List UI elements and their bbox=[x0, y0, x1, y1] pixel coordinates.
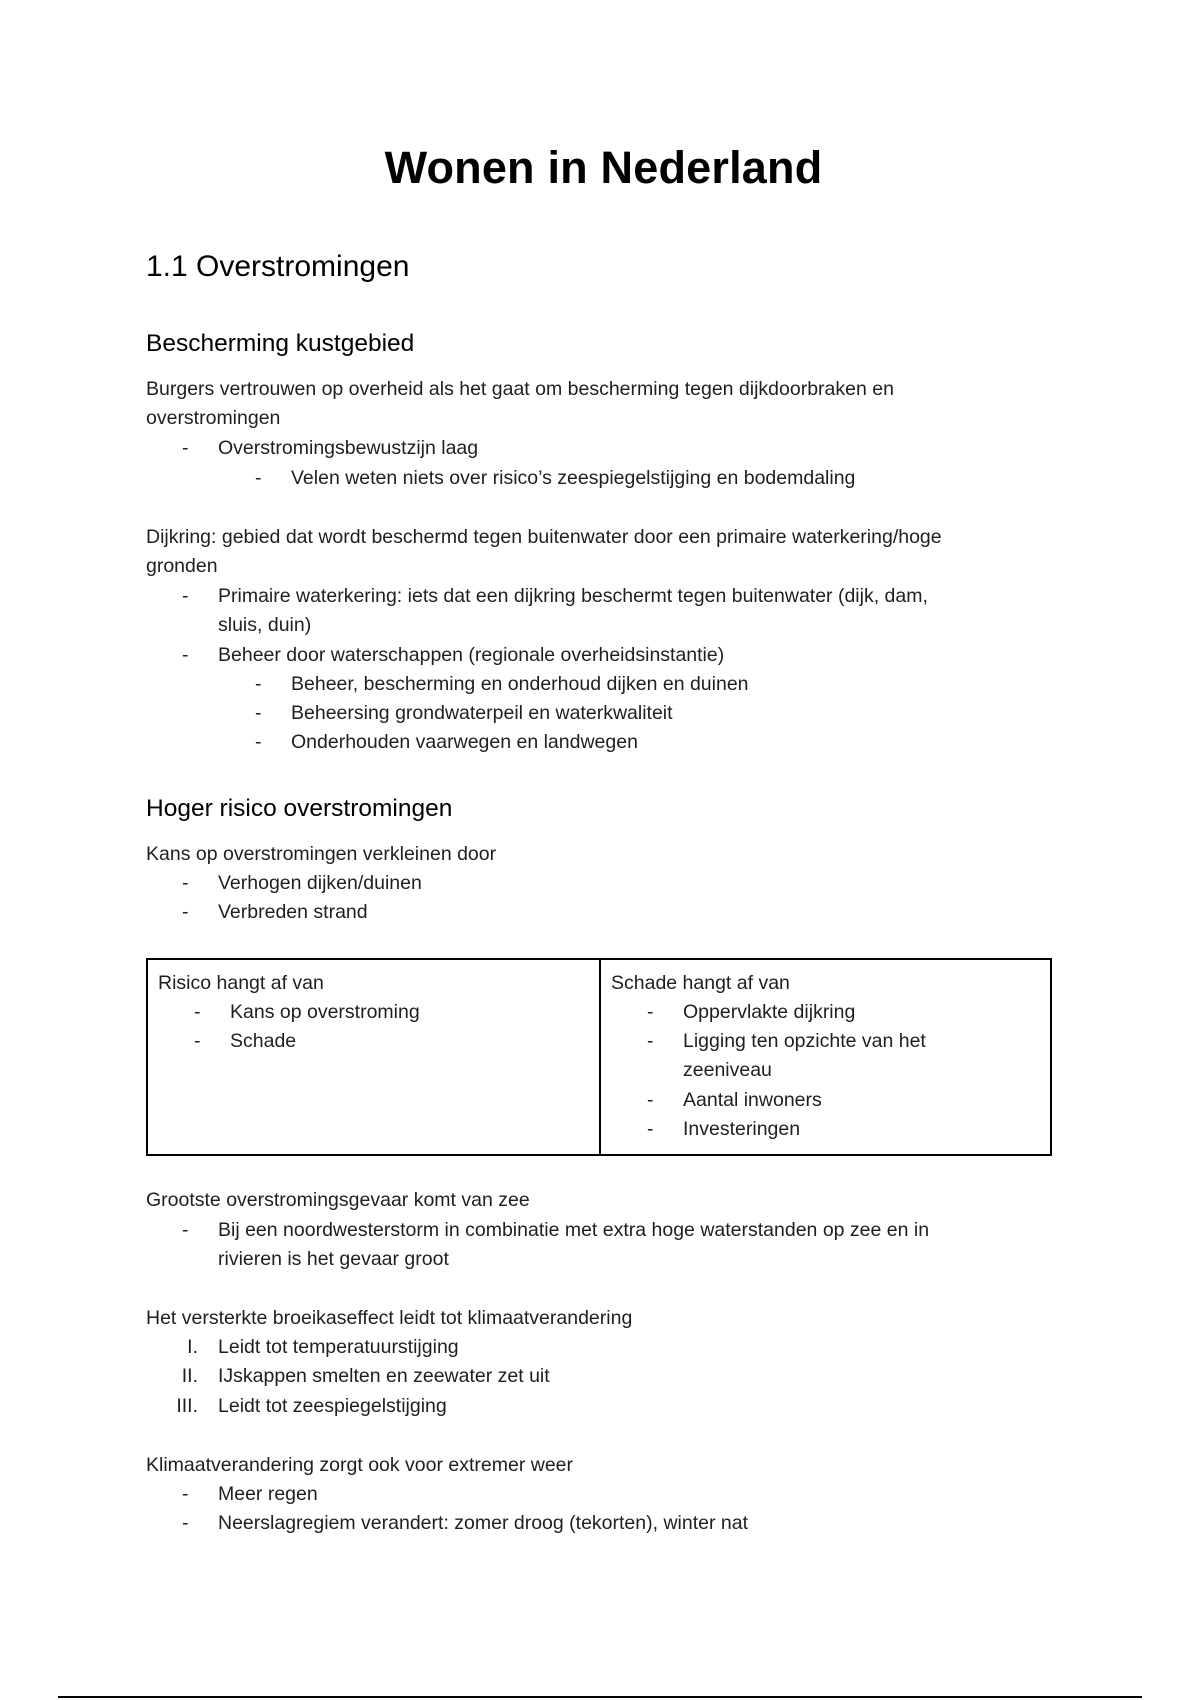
list-item bbox=[194, 1027, 297, 1056]
list-numeral: I. bbox=[187, 1336, 198, 1358]
document-title: Wonen in Nederland bbox=[384, 142, 823, 193]
bullet-dash: - bbox=[194, 1001, 201, 1023]
list-item-text: IJskappen smelten en zeewater zet uit bbox=[218, 1365, 550, 1387]
section-heading: 1.1 Overstromingen bbox=[146, 250, 410, 283]
subheading-bescherming: Bescherming kustgebied bbox=[146, 330, 415, 357]
list-item-text: Kans op overstroming bbox=[230, 1001, 420, 1023]
numbered-item bbox=[176, 1392, 447, 1421]
list-item bbox=[182, 434, 479, 463]
list-item bbox=[255, 670, 749, 699]
list-item-text: Meer regen bbox=[218, 1483, 318, 1505]
list-item-text: Leidt tot zeespiegelstijging bbox=[218, 1395, 447, 1417]
table-cell-heading: Schade hangt af van bbox=[611, 972, 790, 994]
list-item bbox=[182, 641, 725, 670]
bullet-dash: - bbox=[182, 901, 189, 923]
list-item bbox=[182, 869, 422, 898]
list-item-text: Ligging ten opzichte van het bbox=[683, 1030, 926, 1052]
list-item-text: Beheersing grondwaterpeil en waterkwaliteit bbox=[291, 702, 673, 724]
bullet-dash: - bbox=[182, 585, 189, 607]
risk-damage-table bbox=[146, 958, 1052, 1156]
bullet-dash: - bbox=[647, 1089, 654, 1111]
footer-rule bbox=[58, 1696, 1142, 1698]
table-cell-heading: Risico hangt af van bbox=[158, 972, 324, 994]
list-item bbox=[182, 582, 928, 611]
list-item-text: Investeringen bbox=[683, 1118, 801, 1140]
list-item-text: Schade bbox=[230, 1030, 297, 1052]
list-item-text: Bij een noordwesterstorm in combinatie met extra hoge waterstanden op zee en in bbox=[218, 1219, 930, 1241]
paragraph-line: overstromingen bbox=[146, 407, 281, 429]
paragraph-line: Burgers vertrouwen op overheid als het gaat om bescherming tegen dijkdoorbraken en bbox=[146, 378, 894, 400]
bullet-dash: - bbox=[255, 731, 262, 753]
list-item bbox=[182, 898, 368, 927]
list-item-text: Verhogen dijken/duinen bbox=[218, 872, 422, 894]
list-item bbox=[647, 1027, 926, 1056]
list-numeral: II. bbox=[181, 1365, 198, 1387]
list-item bbox=[255, 699, 673, 728]
list-item bbox=[647, 998, 856, 1027]
paragraph-line: gronden bbox=[146, 555, 218, 577]
list-item-text: Aantal inwoners bbox=[683, 1089, 822, 1111]
bullet-dash: - bbox=[182, 1219, 189, 1241]
list-item-text: Verbreden strand bbox=[218, 901, 368, 923]
list-item-continuation: sluis, duin) bbox=[218, 614, 312, 636]
list-item bbox=[647, 1086, 822, 1115]
list-item-text: Onderhouden vaarwegen en landwegen bbox=[291, 731, 638, 753]
list-item bbox=[182, 1509, 748, 1538]
list-item-text: Primaire waterkering: iets dat een dijkring beschermt tegen buitenwater (dijk, dam, bbox=[218, 585, 928, 607]
list-item-text: Overstromingsbewustzijn laag bbox=[218, 437, 479, 459]
list-item bbox=[255, 464, 856, 493]
paragraph-line: Het versterkte broeikaseffect leidt tot klimaatverandering bbox=[146, 1307, 633, 1329]
table-cell-risico bbox=[148, 960, 599, 1154]
list-item-continuation: rivieren is het gevaar groot bbox=[218, 1248, 449, 1270]
list-item-continuation: zeeniveau bbox=[683, 1059, 772, 1081]
paragraph-line: Dijkring: gebied dat wordt beschermd tegen buitenwater door een primaire waterkering/hoge bbox=[146, 526, 942, 548]
paragraph-line: Grootste overstromingsgevaar komt van zee bbox=[146, 1189, 530, 1211]
list-item bbox=[647, 1115, 801, 1144]
paragraph-line: Klimaatverandering zorgt ook voor extremer weer bbox=[146, 1454, 574, 1476]
list-item-text: Oppervlakte dijkring bbox=[683, 1001, 856, 1023]
paragraph-line: Kans op overstromingen verkleinen door bbox=[146, 843, 497, 865]
subheading-hoger-risico: Hoger risico overstromingen bbox=[146, 795, 453, 822]
list-numeral: III. bbox=[176, 1395, 198, 1417]
bullet-dash: - bbox=[647, 1001, 654, 1023]
list-item bbox=[194, 998, 420, 1027]
bullet-dash: - bbox=[182, 1512, 189, 1534]
list-item-text: Velen weten niets over risico’s zeespiegelstijging en bodemdaling bbox=[291, 467, 856, 489]
bullet-dash: - bbox=[182, 1483, 189, 1505]
list-item-text: Neerslagregiem verandert: zomer droog (tekorten), winter nat bbox=[218, 1512, 748, 1534]
bullet-dash: - bbox=[182, 644, 189, 666]
bullet-dash: - bbox=[182, 872, 189, 894]
bullet-dash: - bbox=[255, 702, 262, 724]
bullet-dash: - bbox=[194, 1030, 201, 1052]
list-item-text: Beheer, bescherming en onderhoud dijken en duinen bbox=[291, 673, 749, 695]
list-item-text: Leidt tot temperatuurstijging bbox=[218, 1336, 459, 1358]
numbered-item bbox=[187, 1333, 459, 1362]
table-cell-schade bbox=[599, 960, 1050, 1154]
list-item-text: Beheer door waterschappen (regionale overheidsinstantie) bbox=[218, 644, 725, 666]
bullet-dash: - bbox=[255, 467, 262, 489]
list-item bbox=[255, 728, 638, 757]
bullet-dash: - bbox=[647, 1118, 654, 1140]
bullet-dash: - bbox=[255, 673, 262, 695]
list-item bbox=[182, 1480, 318, 1509]
bullet-dash: - bbox=[182, 437, 189, 459]
bullet-dash: - bbox=[647, 1030, 654, 1052]
list-item bbox=[182, 1216, 930, 1245]
numbered-item bbox=[181, 1362, 550, 1391]
